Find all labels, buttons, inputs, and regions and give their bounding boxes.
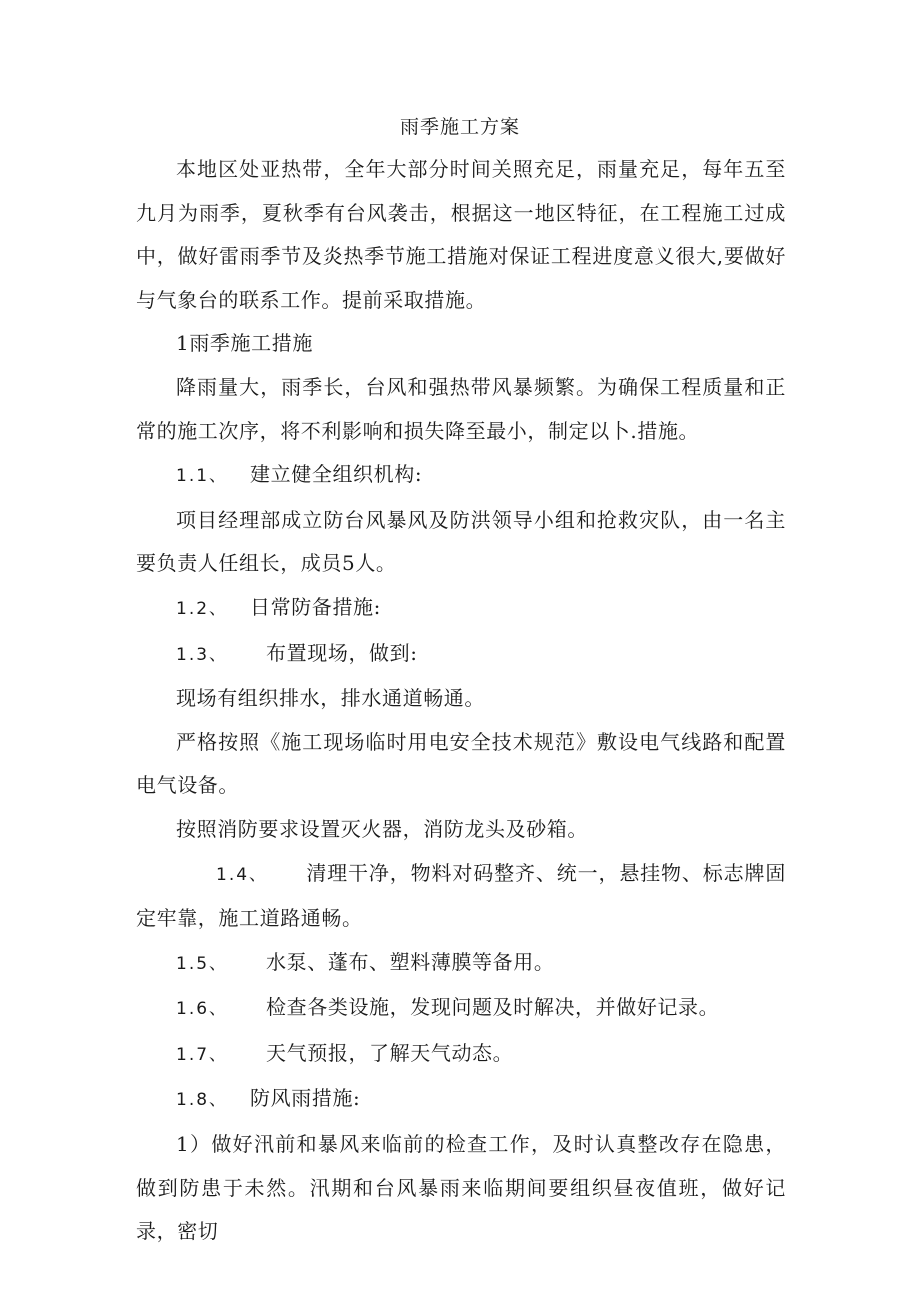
- item-text: 防风雨措施:: [250, 1086, 361, 1111]
- item-1-7: [136, 1032, 786, 1078]
- item-1-3: [136, 632, 786, 678]
- item-number: 1.4、: [216, 864, 269, 885]
- item-1-8: [136, 1077, 786, 1123]
- drainage-paragraph: 现场有组织排水，排水通道畅通。: [176, 686, 485, 711]
- item-1-1: [136, 453, 786, 499]
- item-number: 1.7、: [176, 1044, 229, 1065]
- document-body: [136, 148, 786, 1254]
- intro-paragraph: 本地区处亚热带，全年大部分时间关照充足，雨量充足，每年五至九月为雨季，夏秋季有台风袭击，根据这一地区特征，在工程施工过成中，做好雷雨季节及炎热季节施工措施对保证工程进度意义很大,要做好与气象台的联系工作。提前采取措施。: [136, 157, 786, 312]
- item-number: 1.2、: [176, 598, 229, 619]
- item-1-2: [136, 586, 786, 632]
- item-1-6: [136, 986, 786, 1032]
- item-text: 建立健全组织机构:: [250, 462, 423, 487]
- item-1-5: [136, 941, 786, 987]
- wind-rain-paragraph: 1）做好汛前和暴风来临前的检查工作，及时认真整改存在隐患，做到防患于未然。汛期和台风暴雨来临期间要组织昼夜值班，做好记录，密切: [136, 1132, 786, 1244]
- document-title: 雨季施工方案: [399, 116, 520, 138]
- fire-paragraph: 按照消防要求设置灭火器，消防龙头及砂箱。: [176, 816, 588, 841]
- item-1-4: [136, 852, 786, 941]
- item-text: 水泵、蓬布、塑料薄膜等备用。: [266, 949, 555, 974]
- electrical-paragraph: 严格按照《施工现场临时用电安全技术规范》敷设电气线路和配置电气设备。: [136, 729, 786, 798]
- item-number: 1.1、: [176, 466, 229, 487]
- item-text: 布置现场，做到:: [266, 640, 418, 665]
- item-text: 日常防备措施:: [250, 594, 381, 619]
- organization-paragraph: 项目经理部成立防台风暴风及防洪领导小组和抢救灾队，由一名主要负责人任组长，成员5人。: [136, 507, 786, 576]
- item-text: 清理干净，物料对码整齐、统一，悬挂物、标志牌固定牢靠，施工道路通畅。: [136, 860, 786, 931]
- item-number: 1.5、: [176, 953, 229, 974]
- item-text: 天气预报，了解天气动态。: [266, 1040, 514, 1065]
- section-intro-paragraph: 降雨量大，雨季长，台风和强热带风暴频繁。为确保工程质量和正常的施工次序，将不利影响和损失降至最小，制定以卜.措施。: [136, 374, 786, 443]
- item-number: 1.3、: [176, 644, 229, 665]
- item-text: 检查各类设施，发现问题及时解决，并做好记录。: [266, 995, 720, 1020]
- item-number: 1.6、: [176, 999, 229, 1020]
- item-number: 1.8、: [176, 1090, 229, 1111]
- section-heading: 1雨季施工措施: [176, 331, 313, 356]
